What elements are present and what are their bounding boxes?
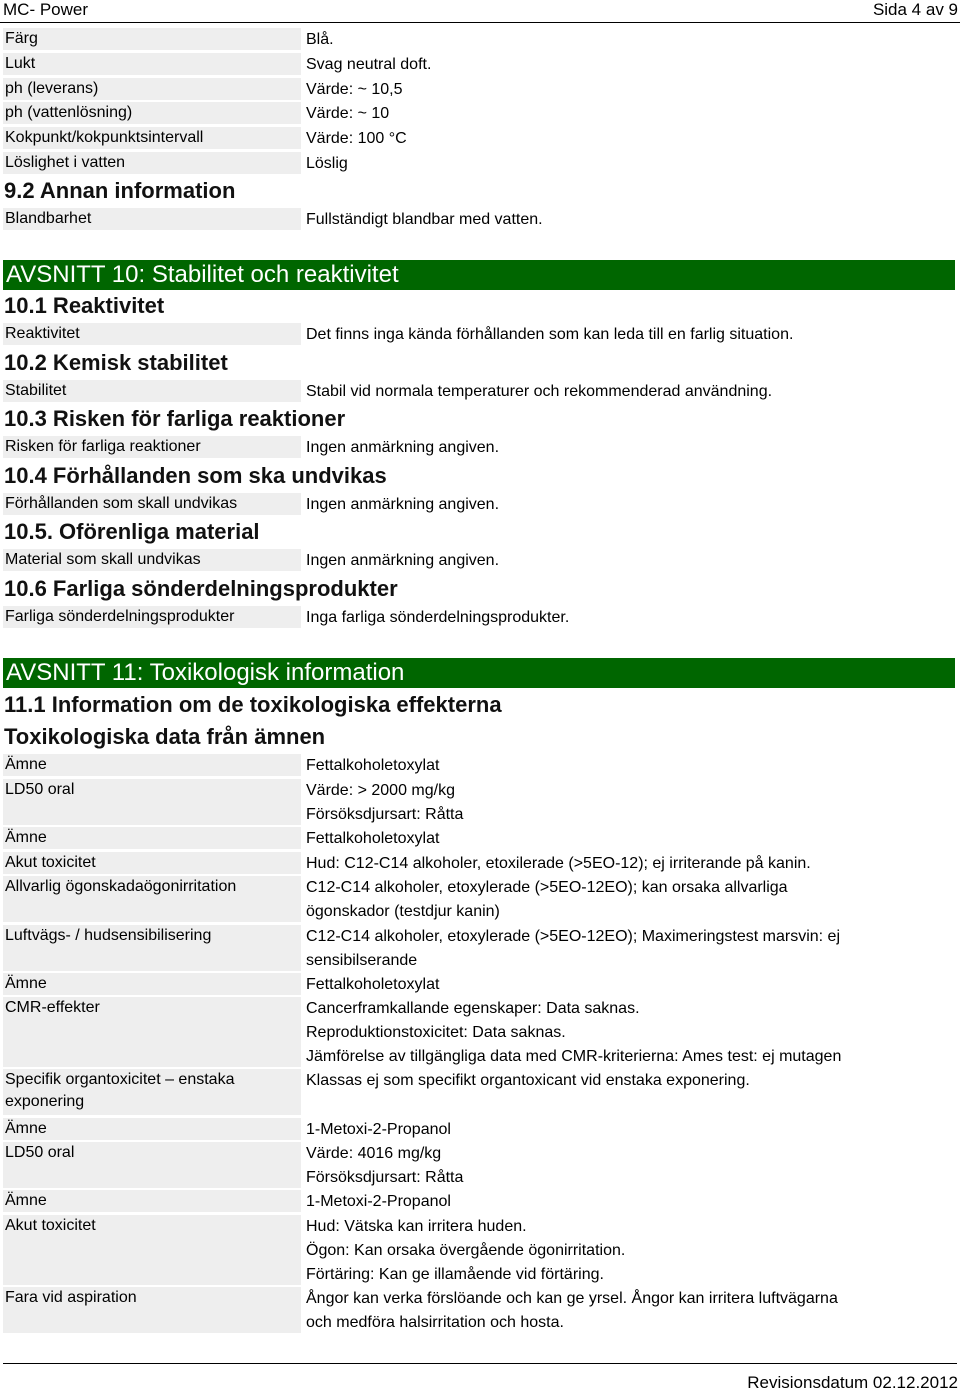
row-value [306, 549, 946, 573]
value-line: Hud: Vätska kan irritera huden. [306, 1218, 527, 1235]
row-value [306, 127, 946, 151]
row-label [3, 1287, 301, 1333]
label-line: Fara vid aspiration [5, 1289, 137, 1306]
label-line: Ämne [5, 756, 47, 773]
value-line: ögonskador (testdjur kanin) [306, 903, 500, 920]
row-value [306, 827, 946, 851]
row-value [306, 925, 946, 973]
row-label [3, 997, 301, 1067]
row-value [306, 1069, 946, 1093]
row-label [3, 925, 301, 971]
value-line: 1-Metoxi-2-Propanol [306, 1121, 451, 1138]
row-label [3, 53, 301, 75]
row-value [306, 152, 946, 176]
subsection-title: 10.2 Kemisk stabilitet [4, 350, 228, 375]
label-line: Löslighet i vatten [5, 154, 126, 171]
value-line: Förtäring: Kan ge illamående vid förtäring. [306, 1266, 604, 1283]
row-value [306, 493, 946, 517]
value-line: Hud: C12-C14 alkoholer, etoxilerade (>5EO-12); ej irriterande på kanin. [306, 855, 811, 872]
value-line: Försöksdjursart: Råtta [306, 1169, 464, 1186]
row-label [3, 380, 301, 402]
label-line: Förhållanden som skall undvikas [5, 495, 238, 512]
value-line: Värde: 4016 mg/kg [306, 1145, 442, 1162]
value-line: Försöksdjursart: Råtta [306, 806, 464, 823]
label-line: Färg [5, 30, 38, 47]
row-label [3, 754, 301, 776]
value-line: Inga farliga sönderdelningsprodukter. [306, 609, 570, 626]
label-line: Lukt [5, 55, 36, 72]
row-label [3, 827, 301, 849]
row-value [306, 102, 946, 126]
subsection-title: 10.1 Reaktivitet [4, 293, 165, 318]
row-label [3, 102, 301, 124]
label-line: Ämne [5, 975, 47, 992]
value-line: C12-C14 alkoholer, etoxylerade (>5EO-12EO); kan orsaka allvarliga [306, 879, 788, 896]
value-line: Fettalkoholetoxylat [306, 976, 440, 993]
row-value [306, 208, 946, 232]
label-line: Reaktivitet [5, 325, 80, 342]
row-label [3, 323, 301, 345]
row-label [3, 493, 301, 515]
subsection-title-11-1: 11.1 Information om de toxikologiska effekterna [4, 692, 502, 717]
value-line: Värde: > 2000 mg/kg [306, 782, 455, 799]
row-label [3, 549, 301, 571]
row-label [3, 78, 301, 100]
value-line: Värde: ~ 10,5 [306, 81, 403, 98]
value-line: Klassas ej som specifikt organtoxicant vid enstaka exponering. [306, 1072, 750, 1089]
row-value [306, 779, 946, 827]
row-value [306, 852, 946, 876]
value-line: Det finns inga kända förhållanden som kan leda till en farlig situation. [306, 326, 794, 343]
row-value [306, 53, 946, 77]
label-line: Kokpunkt/kokpunktsintervall [5, 129, 204, 146]
value-line: Reproduktionstoxicitet: Data saknas. [306, 1024, 566, 1041]
page-header [0, 0, 960, 23]
value-line: Värde: 100 °C [306, 130, 407, 147]
value-line: Fettalkoholetoxylat [306, 757, 440, 774]
row-value [306, 997, 946, 1069]
subsection-title-tox-data: Toxikologiska data från ämnen [4, 724, 326, 749]
row-value [306, 1142, 946, 1190]
label-line: Allvarlig ögonskadaögonirritation [5, 878, 237, 895]
row-label [3, 779, 301, 825]
value-line: och medföra halsirritation och hosta. [306, 1314, 564, 1331]
subsection-title: 10.3 Risken för farliga reaktioner [4, 406, 346, 431]
value-line: Fettalkoholetoxylat [306, 830, 440, 847]
value-line: Stabil vid normala temperaturer och rekommenderad användning. [306, 383, 773, 400]
label-line: CMR-effekter [5, 999, 100, 1016]
footer-divider [3, 1363, 957, 1364]
row-value [306, 1118, 946, 1142]
row-label [3, 1190, 301, 1212]
label-line: Luftvägs- / hudsensibilisering [5, 927, 212, 944]
label-line: exponering [5, 1093, 85, 1110]
value-line: Ögon: Kan orsaka övergående ögonirritation. [306, 1242, 626, 1259]
value-line: Ingen anmärkning angiven. [306, 496, 500, 513]
value-line: Värde: ~ 10 [306, 105, 390, 122]
value-line: sensibilserande [306, 952, 418, 969]
value-line: Blå. [306, 31, 334, 48]
value-line: Ingen anmärkning angiven. [306, 439, 500, 456]
value-line: Löslig [306, 155, 348, 172]
row-value [306, 606, 946, 630]
label-line: Ämne [5, 1120, 47, 1137]
row-value [306, 1215, 946, 1287]
label-line: Risken för farliga reaktioner [5, 438, 201, 455]
section-10-header: AVSNITT 10: Stabilitet och reaktivitet [3, 260, 955, 290]
label-line: ph (leverans) [5, 80, 99, 97]
value-line: Fullständigt blandbar med vatten. [306, 211, 543, 228]
value-line: Ingen anmärkning angiven. [306, 552, 500, 569]
row-value [306, 1190, 946, 1214]
label-line: ph (vattenlösning) [5, 104, 133, 121]
value-line: C12-C14 alkoholer, etoxylerade (>5EO-12EO); Maximeringstest marsvin: ej [306, 928, 840, 945]
row-label [3, 152, 301, 174]
label-line: Farliga sönderdelningsprodukter [5, 608, 235, 625]
row-label [3, 28, 301, 50]
label-line: Stabilitet [5, 382, 67, 399]
label-line: LD50 oral [5, 781, 75, 798]
subsection-title: 10.6 Farliga sönderdelningsprodukter [4, 576, 398, 601]
document-title: MC- Power [3, 0, 89, 19]
label-line: Ämne [5, 1192, 47, 1209]
row-label [3, 973, 301, 995]
row-label [3, 208, 301, 230]
row-value [306, 973, 946, 997]
row-label [3, 606, 301, 628]
row-value [306, 1287, 946, 1335]
subsection-title: 10.5. Oförenliga material [4, 519, 260, 544]
label-line: Akut toxicitet [5, 1217, 96, 1234]
value-line: Svag neutral doft. [306, 56, 432, 73]
label-line: Akut toxicitet [5, 854, 96, 871]
value-line: Cancerframkallande egenskaper: Data saknas. [306, 1000, 640, 1017]
row-value [306, 380, 946, 404]
label-line: LD50 oral [5, 1144, 75, 1161]
value-line: Jämförelse av tillgängliga data med CMR-kriterierna: Ames test: ej mutagen [306, 1048, 842, 1065]
value-line: Ångor kan verka förslöande och kan ge yrsel. Ångor kan irritera luftvägarna [306, 1290, 838, 1307]
row-label [3, 436, 301, 458]
revision-date: Revisionsdatum 02.12.2012 [747, 1373, 958, 1392]
row-label [3, 1142, 301, 1188]
row-label [3, 1118, 301, 1140]
row-value [306, 436, 946, 460]
subsection-title: 10.4 Förhållanden som ska undvikas [4, 463, 387, 488]
row-label [3, 876, 301, 922]
section-11-header: AVSNITT 11: Toxikologisk information [3, 658, 955, 688]
label-line: Specifik organtoxicitet – enstaka [5, 1071, 235, 1088]
row-label [3, 127, 301, 149]
row-label [3, 1215, 301, 1285]
label-line: Blandbarhet [5, 210, 92, 227]
value-line: 1-Metoxi-2-Propanol [306, 1193, 451, 1210]
page-number: Sida 4 av 9 [872, 0, 958, 19]
label-line: Ämne [5, 829, 47, 846]
row-value [306, 876, 946, 924]
row-value [306, 28, 946, 52]
row-value [306, 754, 946, 778]
row-value [306, 323, 946, 347]
label-line: Material som skall undvikas [5, 551, 201, 568]
subsection-title-9-2: 9.2 Annan information [4, 178, 236, 203]
row-value [306, 78, 946, 102]
row-label [3, 852, 301, 874]
row-label [3, 1069, 301, 1115]
